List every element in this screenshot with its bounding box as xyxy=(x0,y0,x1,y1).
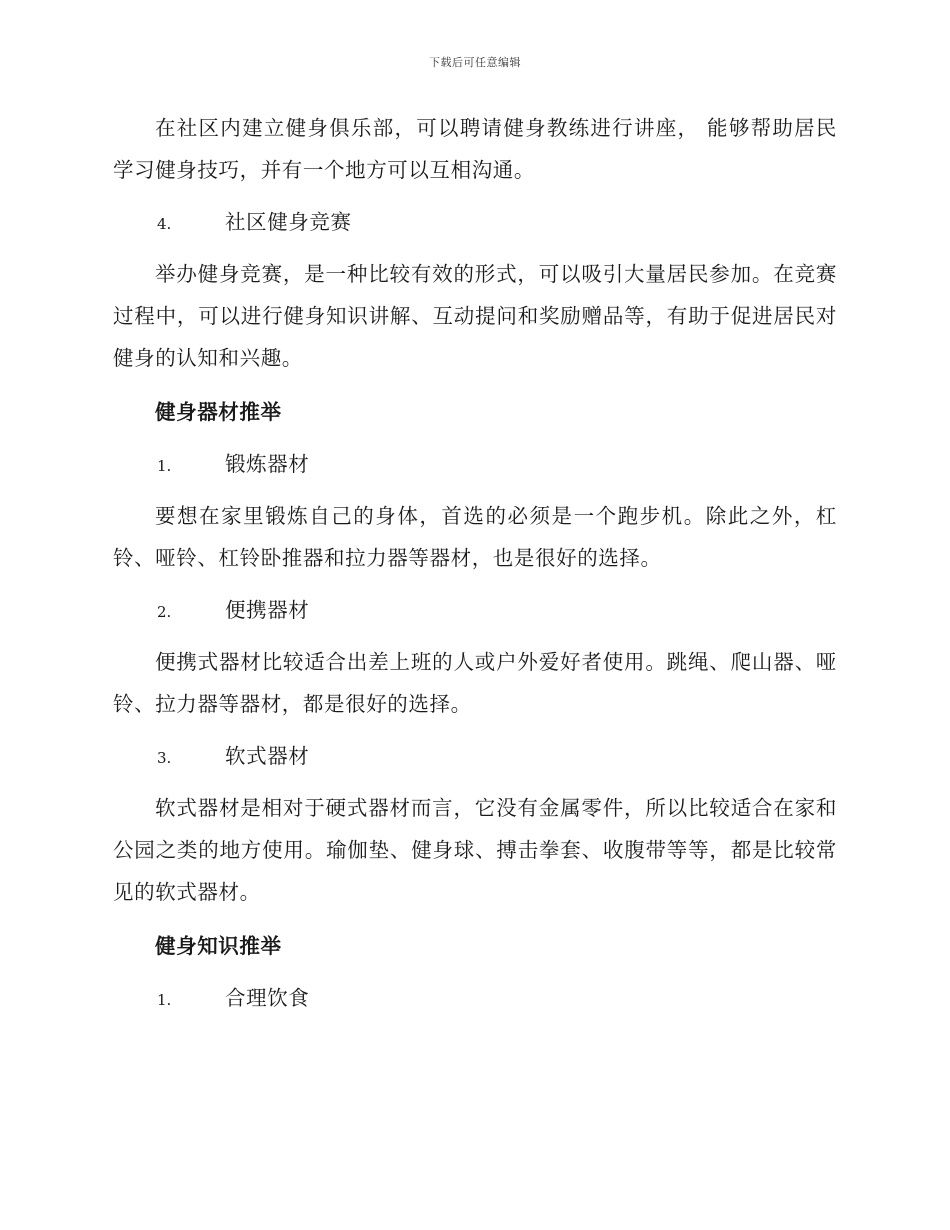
list-item-portable-equipment xyxy=(157,589,837,631)
list-label: 软式器材 xyxy=(225,744,310,768)
list-number: 3. xyxy=(157,749,172,767)
page-header: 下载后可任意编辑 xyxy=(429,56,521,69)
paragraph-fitness-club: 在社区内建立健身俱乐部，可以聘请健身教练进行讲座， 能够帮助居民学习健身技巧，并有一个地方可以互相沟通。 xyxy=(113,116,837,182)
list-label: 社区健身竞赛 xyxy=(225,210,352,234)
list-label: 锻炼器材 xyxy=(225,452,310,476)
paragraph-competition: 举办健身竞赛，是一种比较有效的形式，可以吸引大量居民参加。在竞赛过程中，可以进行健身知识讲解、互动提问和奖励赠品等，有助于促进居民对健身的认知和兴趣。 xyxy=(113,262,837,370)
list-number: 1. xyxy=(157,991,172,1009)
list-item-soft-equipment xyxy=(157,735,837,777)
section-heading-knowledge: 健身知识推举 xyxy=(155,934,282,958)
list-label: 便携器材 xyxy=(225,598,310,622)
list-item-community-competition xyxy=(157,201,837,243)
paragraph-portable-equipment: 便携式器材比较适合出差上班的人或户外爱好者使用。跳绳、爬山器、哑铃、拉力器等器材，都是很好的选择。 xyxy=(113,650,837,716)
paragraph-soft-equipment: 软式器材是相对于硬式器材而言，它没有金属零件，所以比较适合在家和公园之类的地方使用。瑜伽垫、健身球、搏击拳套、收腹带等等，都是比较常见的软式器材。 xyxy=(113,796,837,904)
list-item-diet xyxy=(157,977,837,1019)
list-item-exercise-equipment xyxy=(157,443,837,485)
list-number: 1. xyxy=(157,457,172,475)
section-heading-equipment: 健身器材推举 xyxy=(155,400,282,424)
list-number: 2. xyxy=(157,603,172,621)
paragraph-exercise-equipment: 要想在家里锻炼自己的身体，首选的必须是一个跑步机。除此之外，杠铃、哑铃、杠铃卧推器和拉力器等器材，也是很好的选择。 xyxy=(113,504,837,570)
list-label: 合理饮食 xyxy=(225,986,310,1010)
document-body xyxy=(113,107,837,1029)
list-number: 4. xyxy=(157,215,172,233)
